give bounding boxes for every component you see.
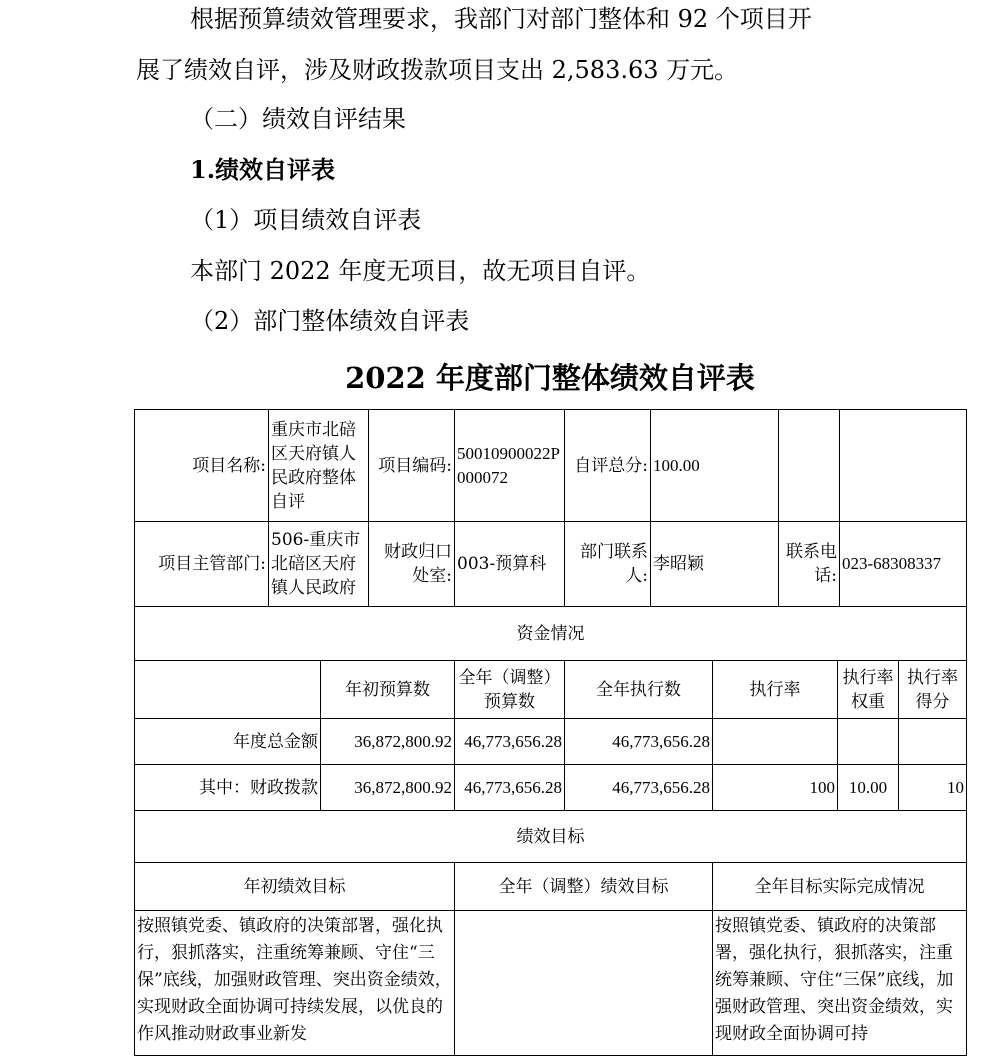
goals-section-label: 绩效目标 [135,811,967,863]
funds-header-initial: 年初预算数 [321,661,455,719]
dept-value: 506-重庆市北碚区天府镇人民政府 [269,522,369,607]
phone-value: 023-68308337 [840,522,967,607]
cell-initial: 36,872,800.92 [321,765,455,811]
adjusted-goal-text [455,911,713,1056]
funds-header-weight: 执行率权重 [838,661,899,719]
actual-goal-text: 按照镇党委、镇政府的决策部署，强化执行，狠抓落实，注重统筹兼顾、守住“三保”底线，加强财政管理、突出资金绩效，实现财政全面协调可持 [713,911,967,1056]
row-label: 其中：财政拨款 [135,765,321,811]
intro-line-2: 展了绩效自评，涉及财政拨款项目支出 2,583.63 万元。 [136,56,739,84]
project-name-label: 项目名称: [135,410,269,522]
cell-weight: 10.00 [838,765,899,811]
contact-label: 部门联系人: [565,522,651,607]
funds-header-rate: 执行率 [713,661,838,719]
cell-executed: 46,773,656.28 [565,765,713,811]
funds-header-adjusted: 全年（调整）预算数 [455,661,565,719]
cell-score: 10 [899,765,967,811]
goals-header-actual: 全年目标实际完成情况 [713,863,967,911]
section-two-heading: （二）绩效自评结果 [190,105,406,133]
subheading-self-eval-table: 1.绩效自评表 [190,155,336,184]
intro-line-1: 根据预算绩效管理要求，我部门对部门整体和 92 个项目开 [190,5,812,33]
goals-header-adjusted: 全年（调整）绩效目标 [455,863,713,911]
sub-dept-eval-heading: （2）部门整体绩效自评表 [190,307,470,335]
project-code-label: 项目编码: [369,410,455,522]
project-code-value: 50010900022P000072 [455,410,565,522]
table-row [135,719,967,765]
cell-adjusted: 46,773,656.28 [455,765,565,811]
cell-adjusted: 46,773,656.28 [455,719,565,765]
table-row [135,765,967,811]
cell-score [899,719,967,765]
goals-header-initial: 年初绩效目标 [135,863,455,911]
score-value: 100.00 [651,410,779,522]
empty-cell [779,410,840,522]
phone-label: 联系电话: [779,522,840,607]
score-label: 自评总分: [565,410,651,522]
cell-weight [838,719,899,765]
cell-initial: 36,872,800.92 [321,719,455,765]
info-table [134,409,967,661]
empty-cell [840,410,967,522]
initial-goal-text: 按照镇党委、镇政府的决策部署，强化执行，狠抓落实，注重统筹兼顾、守住“三保”底线，加强财政管理、突出资金绩效，实现财政全面协调可持续发展，以优良的作风推动财政事业新发 [135,911,455,1056]
table-title: 2022 年度部门整体绩效自评表 [345,361,755,395]
dept-label: 项目主管部门: [135,522,269,607]
cell-executed: 46,773,656.28 [565,719,713,765]
funds-header-score: 执行率得分 [899,661,967,719]
sub-project-eval-heading: （1）项目绩效自评表 [190,206,422,234]
project-name-value: 重庆市北碚区天府镇人民政府整体自评 [269,410,369,522]
contact-value: 李昭颖 [651,522,779,607]
funds-header-executed: 全年执行数 [565,661,713,719]
row-label: 年度总金额 [135,719,321,765]
funds-table [134,660,967,1056]
cell-rate [713,719,838,765]
office-value: 003-预算科 [455,522,565,607]
cell-rate: 100 [713,765,838,811]
funds-section-label: 资金情况 [135,607,967,661]
office-label: 财政归口处室: [369,522,455,607]
empty-cell [135,661,321,719]
no-project-note: 本部门 2022 年度无项目，故无项目自评。 [190,257,651,285]
